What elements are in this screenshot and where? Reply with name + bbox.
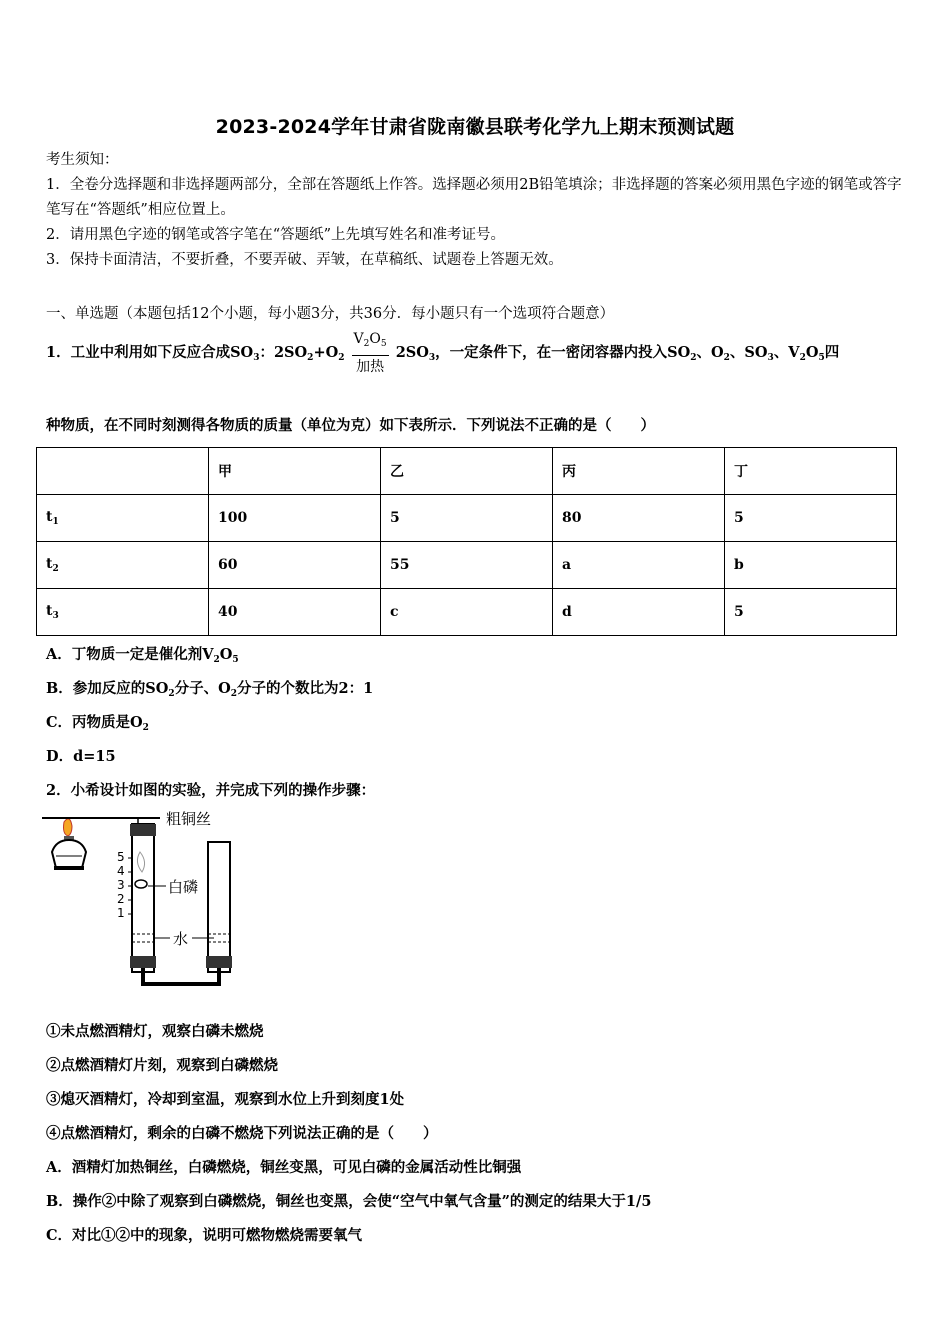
table-cell: 100 — [209, 495, 381, 542]
table-header-cell: 乙 — [381, 448, 553, 495]
left-tube — [130, 824, 156, 972]
table-cell: 5 — [725, 495, 897, 542]
page-title: 2023-2024学年甘肃省陇南徽县联考化学九上期末预测试题 — [215, 116, 735, 138]
notice-item-3: 3．保持卡面清洁，不要折叠，不要弄破、弄皱，在草稿纸、试题卷上答题无效。 — [46, 252, 563, 268]
scale-label: 2 — [117, 892, 125, 906]
right-tube — [206, 842, 232, 972]
scale-label: 1 — [117, 906, 125, 920]
q1-prefix: 1．工业中利用如下反应合成SO — [46, 344, 254, 361]
q1-stem-line1: 1．工业中利用如下反应合成$SO_3$：$2SO_2+O_2$ $\frac{V_2O_5}{\text{加热}}$ $2SO_3$，一定条件下，在一密闭容器内投入$SO_2$、$O_2$、$SO_3$、$V_2O_5$四 — [46, 331, 840, 375]
table-cell: 55 — [381, 542, 553, 589]
table-cell: 5 — [381, 495, 553, 542]
table-cell: $t_3$ — [37, 589, 209, 636]
table-cell: $t_1$ — [37, 495, 209, 542]
experiment-figure — [42, 812, 242, 1000]
alcohol-lamp-icon — [52, 819, 86, 870]
q1-eq-left: ：2SO — [259, 344, 308, 361]
q1-product: 2SO — [395, 344, 429, 361]
q1-option-d: D．d=15 — [46, 748, 116, 765]
table-cell: 80 — [553, 495, 725, 542]
q2-option-c: C．对比①②中的现象，说明可燃物燃烧需要氧气 — [46, 1227, 363, 1244]
label-copper-wire: 粗铜丝 — [166, 810, 212, 828]
q2-stem: 2．小希设计如图的实验，并完成下列的操作步骤： — [46, 782, 376, 799]
reaction-condition: $\frac{V_2O_5}{\text{加热}}$ — [353, 331, 387, 375]
q1-option-c: C．丙物质是$O_2$ — [46, 714, 149, 733]
q1-option-a: A．丁物质一定是催化剂$V_2O_5$ — [46, 646, 239, 665]
q1-eq-mid: +O — [313, 344, 339, 361]
scale-label: 4 — [117, 864, 125, 878]
table-cell: c — [381, 589, 553, 636]
notice-item-2: 2．请用黑色字迹的钢笔或答字笔在“答题纸”上先填写姓名和准考证号。 — [46, 227, 506, 243]
section-heading: 一、单选题（本题包括12个小题，每小题3分，共36分．每小题只有一个选项符合题意） — [46, 306, 615, 322]
notice-heading: 考生须知： — [46, 152, 119, 168]
table-header-row — [37, 448, 897, 495]
table-cell: $t_2$ — [37, 542, 209, 589]
q1-stem-line2: 种物质，在不同时刻测得各物质的质量（单位为克）如下表所示．下列说法不正确的是（ ） — [46, 417, 655, 434]
table-header-cell: 丁 — [725, 448, 897, 495]
label-white-phosphorus: 白磷 — [168, 878, 199, 896]
table-cell: 5 — [725, 589, 897, 636]
table-cell: a — [553, 542, 725, 589]
q2-option-b: B．操作②中除了观察到白磷燃烧，铜丝也变黑，会使“空气中氧气含量”的测定的结果大于1/5 — [46, 1193, 652, 1210]
table-cell: d — [553, 589, 725, 636]
table-cell: b — [725, 542, 897, 589]
q2-step-2: ②点燃酒精灯片刻，观察到白磷燃烧 — [46, 1057, 278, 1074]
table-header-cell — [37, 448, 209, 495]
q1-option-b: B．参加反应的$SO_2$分子、$O_2$分子的个数比为2：1 — [46, 680, 374, 699]
q1-rest: ，一定条件下，在一密闭容器内投入SO — [435, 344, 691, 361]
scale-label: 5 — [117, 850, 125, 864]
q2-step-4: ④点燃酒精灯，剩余的白磷不燃烧下列说法正确的是（ ） — [46, 1125, 438, 1142]
apparatus-diagram — [42, 812, 242, 1000]
mass-table — [36, 447, 897, 636]
notice-block — [46, 148, 906, 273]
q2-step-1: ①未点燃酒精灯，观察白磷未燃烧 — [46, 1023, 264, 1040]
scale-label: 3 — [117, 878, 125, 892]
table-cell: 40 — [209, 589, 381, 636]
notice-item-1: 1．全卷分选择题和非选择题两部分，全部在答题纸上作答。选择题必须用2B铅笔填涂；非选择题的答案必须用黑色字迹的钢笔或答字笔写在“答题纸”相应位置上。 — [46, 177, 902, 218]
table-header-cell: 甲 — [209, 448, 381, 495]
table-row — [37, 542, 897, 589]
table-header-cell: 丙 — [553, 448, 725, 495]
label-water: 水 — [173, 930, 189, 948]
q2-step-3: ③熄灭酒精灯，冷却到室温，观察到水位上升到刻度1处 — [46, 1091, 405, 1108]
table-row — [37, 589, 897, 636]
table-row — [37, 495, 897, 542]
q2-option-a: A．酒精灯加热铜丝，白磷燃烧，铜丝变黑，可见白磷的金属活动性比铜强 — [46, 1159, 522, 1176]
table-cell: 60 — [209, 542, 381, 589]
